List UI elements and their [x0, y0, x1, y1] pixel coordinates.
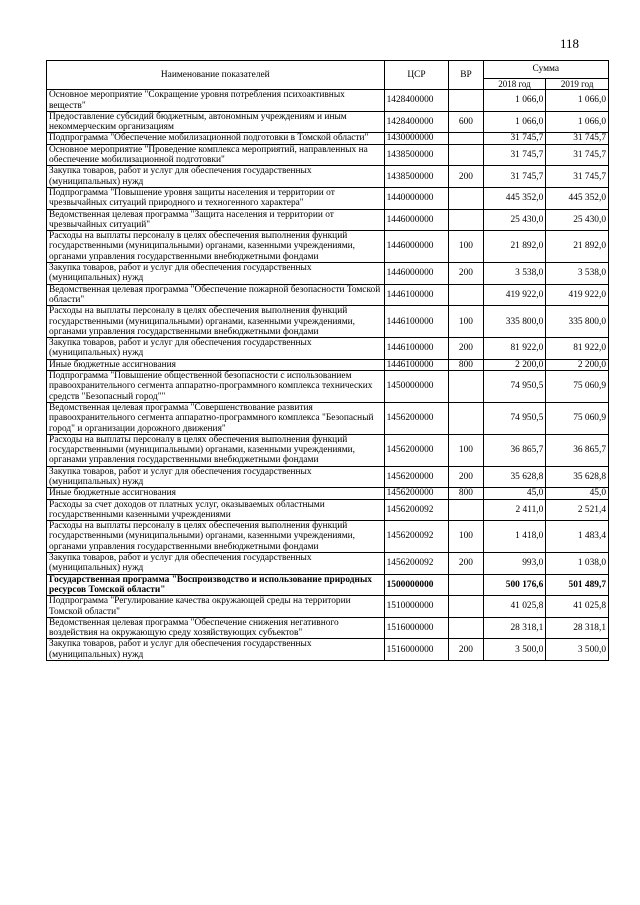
row-sum-2019-cell: 3 538,0 [546, 263, 609, 285]
row-sum-2019-cell: 3 500,0 [546, 639, 609, 661]
row-csr-cell: 1428400000 [384, 90, 449, 112]
row-sum-2019-cell: 2 200,0 [546, 359, 609, 370]
row-csr-cell: 1430000000 [384, 133, 449, 144]
budget-table [46, 60, 609, 661]
row-vr-cell: 100 [449, 521, 483, 553]
row-sum-2018-cell: 31 745,7 [483, 166, 546, 188]
row-sum-2019-cell: 81 922,0 [546, 338, 609, 360]
row-sum-2018-cell: 1 066,0 [483, 111, 546, 133]
row-csr-cell: 1510000000 [384, 596, 449, 618]
table-row [47, 263, 609, 285]
row-csr-cell: 1446100000 [384, 338, 449, 360]
row-csr-cell: 1450000000 [384, 371, 449, 403]
row-vr-cell [449, 617, 483, 639]
row-sum-2019-cell: 45,0 [546, 488, 609, 499]
row-csr-cell: 1446100000 [384, 359, 449, 370]
row-sum-2018-cell: 28 318,1 [483, 617, 546, 639]
table-row [47, 90, 609, 112]
row-csr-cell: 1500000000 [384, 574, 449, 596]
row-vr-cell [449, 284, 483, 306]
row-csr-cell: 1440000000 [384, 187, 449, 209]
row-csr-cell: 1446000000 [384, 263, 449, 285]
row-name-cell: Ведомственная целевая программа "Обеспечение снижения негативного воздействия на окружающую среду хозяйствующих субъектов" [47, 617, 385, 639]
row-name-cell: Подпрограмма "Регулирование качества окружающей среды на территории Томской области" [47, 596, 385, 618]
page-number: 118 [560, 36, 580, 51]
row-sum-2018-cell: 1 418,0 [483, 521, 546, 553]
row-sum-2018-cell: 36 865,7 [483, 434, 546, 466]
table-row [47, 338, 609, 360]
row-csr-cell: 1446100000 [384, 306, 449, 338]
row-csr-cell: 1446000000 [384, 231, 449, 263]
table-row [47, 111, 609, 133]
table-row [47, 596, 609, 618]
row-name-cell: Закупка товаров, работ и услуг для обеспечения государственных (муниципальных) нужд [47, 166, 385, 188]
row-sum-2018-cell: 31 745,7 [483, 144, 546, 166]
table-row [47, 371, 609, 403]
header-csr: ЦСР [384, 61, 449, 90]
row-name-cell: Ведомственная целевая программа "Защита населения и территории от чрезвычайных ситуаций" [47, 209, 385, 231]
row-sum-2018-cell: 25 430,0 [483, 209, 546, 231]
row-sum-2018-cell: 81 922,0 [483, 338, 546, 360]
row-vr-cell: 100 [449, 306, 483, 338]
row-vr-cell [449, 499, 483, 521]
row-sum-2019-cell: 419 922,0 [546, 284, 609, 306]
table-row [47, 617, 609, 639]
row-name-cell: Предоставление субсидий бюджетным, автономным учреждениям и иным некоммерческим организациям [47, 111, 385, 133]
table-row [47, 488, 609, 499]
table-row [47, 284, 609, 306]
table-row [47, 521, 609, 553]
row-sum-2018-cell: 2 200,0 [483, 359, 546, 370]
row-csr-cell: 1456200000 [384, 466, 449, 488]
table-row [47, 144, 609, 166]
row-csr-cell: 1456200092 [384, 499, 449, 521]
row-csr-cell: 1456200092 [384, 521, 449, 553]
row-sum-2019-cell: 25 430,0 [546, 209, 609, 231]
table-row [47, 231, 609, 263]
row-name-cell: Закупка товаров, работ и услуг для обеспечения государственных (муниципальных) нужд [47, 338, 385, 360]
row-sum-2018-cell: 3 500,0 [483, 639, 546, 661]
row-name-cell: Закупка товаров, работ и услуг для обеспечения государственных (муниципальных) нужд [47, 466, 385, 488]
row-csr-cell: 1438500000 [384, 166, 449, 188]
row-vr-cell [449, 209, 483, 231]
table-row [47, 553, 609, 575]
row-name-cell: Иные бюджетные ассигнования [47, 488, 385, 499]
row-sum-2019-cell: 1 483,4 [546, 521, 609, 553]
row-vr-cell: 100 [449, 434, 483, 466]
row-vr-cell: 200 [449, 639, 483, 661]
table-row [47, 306, 609, 338]
row-name-cell: Основное мероприятие "Проведение комплекса мероприятий, направленных на обеспечение мобилизационной подготовки" [47, 144, 385, 166]
row-vr-cell [449, 596, 483, 618]
row-sum-2018-cell: 335 800,0 [483, 306, 546, 338]
row-csr-cell: 1446100000 [384, 284, 449, 306]
row-name-cell: Закупка товаров, работ и услуг для обеспечения государственных (муниципальных) нужд [47, 263, 385, 285]
row-sum-2018-cell: 31 745,7 [483, 133, 546, 144]
row-name-cell: Ведомственная целевая программа "Совершенствование развития правоохранительного сегмента аппаратно-программного комплекса "Безопасный город" и организации дорожного движения" [47, 402, 385, 434]
row-sum-2019-cell: 21 892,0 [546, 231, 609, 263]
table-row [47, 402, 609, 434]
row-sum-2018-cell: 419 922,0 [483, 284, 546, 306]
row-sum-2018-cell: 74 950,5 [483, 371, 546, 403]
row-sum-2018-cell: 445 352,0 [483, 187, 546, 209]
row-sum-2019-cell: 445 352,0 [546, 187, 609, 209]
row-name-cell: Подпрограмма "Повышение общественной безопасности с использованием правоохранительного сегмента аппаратно-программного комплекса технических средств "Безопасный город"" [47, 371, 385, 403]
header-sum: Сумма [483, 61, 608, 79]
row-name-cell: Расходы на выплаты персоналу в целях обеспечения выполнения функций государственными (муниципальными) органами, казенными учреждениями, органами управления государственными внебюджетными фондами [47, 231, 385, 263]
row-sum-2018-cell: 41 025,8 [483, 596, 546, 618]
row-sum-2018-cell: 993,0 [483, 553, 546, 575]
row-sum-2018-cell: 3 538,0 [483, 263, 546, 285]
table-row [47, 499, 609, 521]
table-row [47, 434, 609, 466]
row-vr-cell: 800 [449, 488, 483, 499]
row-sum-2018-cell: 35 628,8 [483, 466, 546, 488]
row-vr-cell [449, 144, 483, 166]
table-row [47, 187, 609, 209]
row-vr-cell: 200 [449, 166, 483, 188]
table-row [47, 574, 609, 596]
row-name-cell: Подпрограмма "Повышение уровня защиты населения и территории от чрезвычайных ситуаций природного и техногенного характера" [47, 187, 385, 209]
row-sum-2019-cell: 36 865,7 [546, 434, 609, 466]
row-vr-cell [449, 402, 483, 434]
row-vr-cell: 100 [449, 231, 483, 263]
row-csr-cell: 1456200000 [384, 488, 449, 499]
row-sum-2019-cell: 31 745,7 [546, 166, 609, 188]
row-name-cell: Иные бюджетные ассигнования [47, 359, 385, 370]
table-row [47, 133, 609, 144]
row-sum-2018-cell: 2 411,0 [483, 499, 546, 521]
row-vr-cell: 200 [449, 553, 483, 575]
row-name-cell: Расходы за счет доходов от платных услуг, оказываемых областными государственными казенными учреждениями [47, 499, 385, 521]
row-vr-cell: 800 [449, 359, 483, 370]
row-csr-cell: 1446000000 [384, 209, 449, 231]
header-year-2019: 2019 год [546, 79, 609, 90]
table-row [47, 166, 609, 188]
header-vr: ВР [449, 61, 483, 90]
row-csr-cell: 1428400000 [384, 111, 449, 133]
row-sum-2019-cell: 1 066,0 [546, 111, 609, 133]
row-vr-cell: 200 [449, 263, 483, 285]
row-vr-cell [449, 90, 483, 112]
row-sum-2019-cell: 35 628,8 [546, 466, 609, 488]
table-row [47, 639, 609, 661]
row-sum-2018-cell: 1 066,0 [483, 90, 546, 112]
row-name-cell: Закупка товаров, работ и услуг для обеспечения государственных (муниципальных) нужд [47, 553, 385, 575]
row-vr-cell: 200 [449, 338, 483, 360]
row-name-cell: Ведомственная целевая программа "Обеспечение пожарной безопасности Томской области" [47, 284, 385, 306]
row-sum-2018-cell: 500 176,6 [483, 574, 546, 596]
row-csr-cell: 1456200000 [384, 434, 449, 466]
row-vr-cell: 200 [449, 466, 483, 488]
table-body [47, 90, 609, 661]
row-vr-cell: 600 [449, 111, 483, 133]
row-vr-cell [449, 574, 483, 596]
table-header [47, 61, 609, 90]
row-sum-2019-cell: 75 060,9 [546, 371, 609, 403]
row-name-cell: Государственная программа "Воспроизводство и использование природных ресурсов Томской области" [47, 574, 385, 596]
row-name-cell: Основное мероприятие "Сокращение уровня потребления психоактивных веществ" [47, 90, 385, 112]
row-sum-2019-cell: 1 066,0 [546, 90, 609, 112]
row-name-cell: Подпрограмма "Обеспечение мобилизационной подготовки в Томской области" [47, 133, 385, 144]
row-sum-2019-cell: 31 745,7 [546, 133, 609, 144]
row-csr-cell: 1456200000 [384, 402, 449, 434]
row-name-cell: Расходы на выплаты персоналу в целях обеспечения выполнения функций государственными (муниципальными) органами, казенными учреждениями, органами управления государственными внебюджетными фондами [47, 306, 385, 338]
row-sum-2019-cell: 41 025,8 [546, 596, 609, 618]
row-sum-2019-cell: 335 800,0 [546, 306, 609, 338]
row-sum-2019-cell: 75 060,9 [546, 402, 609, 434]
row-vr-cell [449, 187, 483, 209]
row-csr-cell: 1516000000 [384, 639, 449, 661]
row-sum-2019-cell: 2 521,4 [546, 499, 609, 521]
row-csr-cell: 1516000000 [384, 617, 449, 639]
row-csr-cell: 1438500000 [384, 144, 449, 166]
row-vr-cell [449, 371, 483, 403]
row-sum-2018-cell: 74 950,5 [483, 402, 546, 434]
row-sum-2019-cell: 501 489,7 [546, 574, 609, 596]
row-name-cell: Расходы на выплаты персоналу в целях обеспечения выполнения функций государственными (муниципальными) органами, казенными учреждениями, органами управления государственными внебюджетными фондами [47, 521, 385, 553]
row-vr-cell [449, 133, 483, 144]
header-name: Наименование показателей [47, 61, 385, 90]
table-row [47, 209, 609, 231]
header-year-2018: 2018 год [483, 79, 546, 90]
row-name-cell: Расходы на выплаты персоналу в целях обеспечения выполнения функций государственными (муниципальными) органами, казенными учреждениями, органами управления государственными внебюджетными фондами [47, 434, 385, 466]
table-row [47, 466, 609, 488]
row-sum-2018-cell: 45,0 [483, 488, 546, 499]
row-sum-2018-cell: 21 892,0 [483, 231, 546, 263]
row-name-cell: Закупка товаров, работ и услуг для обеспечения государственных (муниципальных) нужд [47, 639, 385, 661]
row-sum-2019-cell: 31 745,7 [546, 144, 609, 166]
row-sum-2019-cell: 28 318,1 [546, 617, 609, 639]
row-sum-2019-cell: 1 038,0 [546, 553, 609, 575]
table-row [47, 359, 609, 370]
row-csr-cell: 1456200092 [384, 553, 449, 575]
